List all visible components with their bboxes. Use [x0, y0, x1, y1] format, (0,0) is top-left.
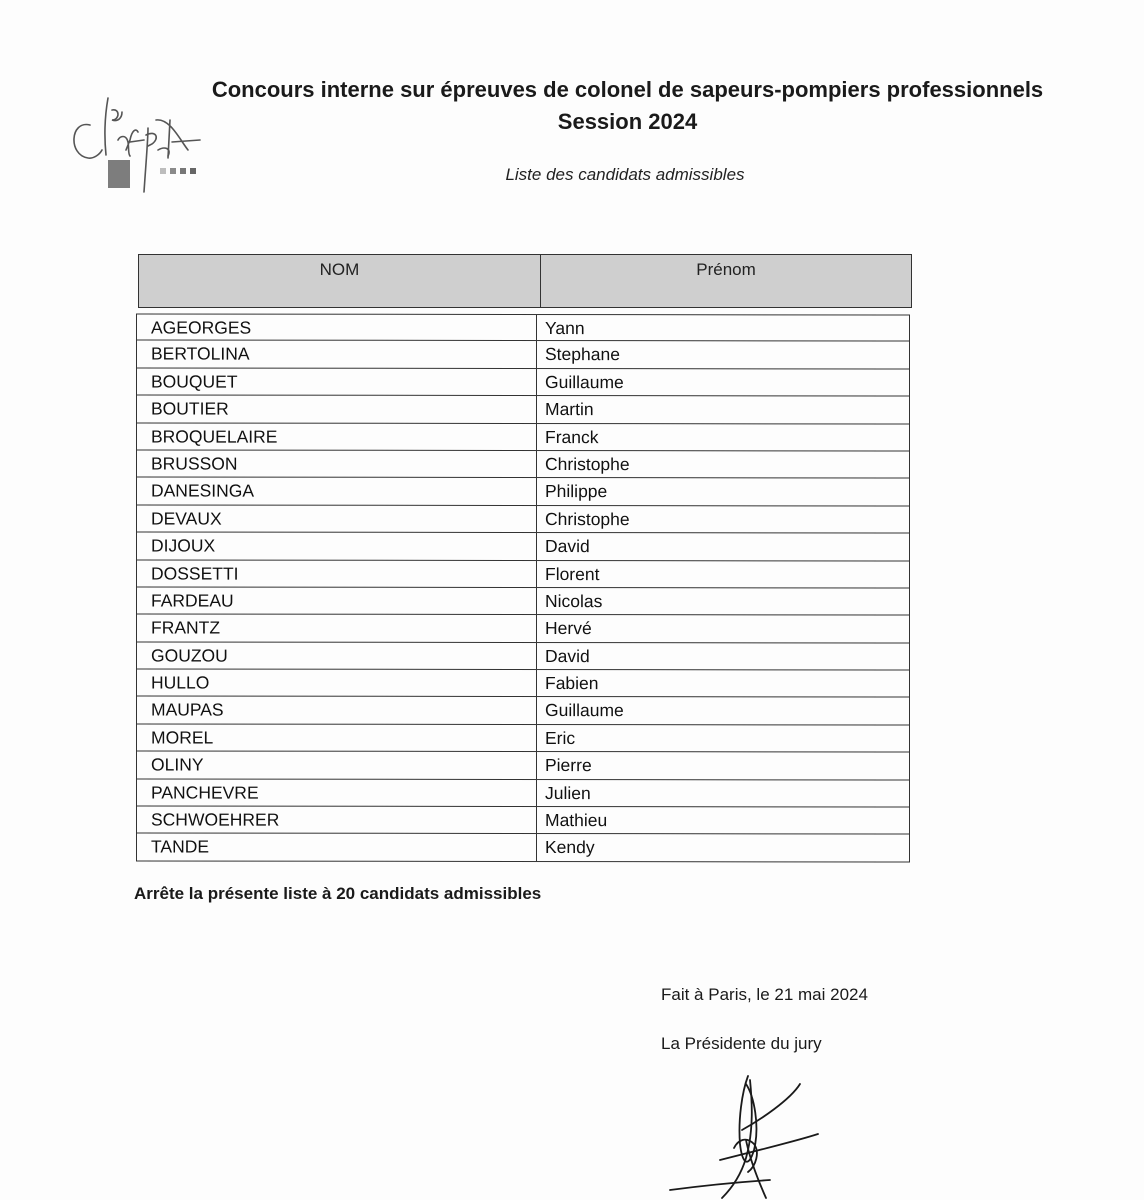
table-row — [136, 341, 910, 369]
cell-prenom: Florent — [545, 563, 600, 584]
table-row — [136, 450, 910, 478]
table-row — [136, 478, 910, 506]
cell-nom: OLINY — [137, 752, 537, 779]
cell-nom: DOSSETTI — [137, 560, 537, 587]
table-row — [136, 834, 910, 862]
column-header-nom: NOM — [139, 255, 541, 307]
table-row — [136, 697, 910, 725]
table-row — [136, 670, 910, 698]
cell-nom: GOUZOU — [137, 642, 537, 669]
title-line-2: Session 2024 — [557, 109, 698, 134]
cell-nom: BOUQUET — [137, 368, 537, 395]
cell-nom: TANDE — [137, 834, 537, 861]
cell-prenom: Eric — [545, 727, 576, 748]
cell-prenom: Christophe — [545, 508, 630, 529]
table-row — [136, 368, 910, 396]
cell-nom: DIJOUX — [137, 533, 537, 560]
cell-nom: BOUTIER — [137, 396, 537, 423]
cell-prenom: Kendy — [545, 837, 595, 858]
place-date: Fait à Paris, le 21 mai 2024 — [661, 985, 868, 1004]
cell-prenom: Fabien — [545, 673, 599, 694]
table-row — [136, 396, 910, 424]
table-row — [136, 505, 910, 533]
cell-nom: HULLO — [137, 670, 537, 697]
cell-prenom: Guillaume — [545, 371, 624, 392]
cell-nom: PANCHEVRE — [137, 779, 537, 806]
table-row — [136, 642, 910, 670]
table-row — [136, 615, 910, 643]
cell-prenom: David — [545, 645, 590, 666]
title-line-1: Concours interne sur épreuves de colonel de sapeurs-pompiers professionnels — [211, 77, 1044, 102]
cell-nom: AGEORGES — [137, 314, 537, 340]
cell-prenom: Christophe — [545, 453, 630, 475]
cell-prenom: Philippe — [545, 481, 608, 502]
cell-nom: BRUSSON — [137, 450, 537, 477]
cell-prenom: Julien — [545, 782, 591, 803]
cell-nom: DEVAUX — [137, 505, 537, 532]
table-row — [136, 724, 910, 752]
cell-prenom: David — [545, 536, 590, 557]
cell-prenom: Yann — [545, 318, 585, 339]
cell-nom: FRANTZ — [137, 615, 537, 642]
table-row — [136, 806, 910, 834]
table-row — [136, 533, 910, 561]
table-row — [136, 560, 910, 588]
cell-nom: SCHWOEHRER — [137, 806, 537, 833]
cell-nom: MOREL — [137, 724, 537, 751]
cell-nom: DANESINGA — [137, 478, 537, 505]
cell-nom: FARDEAU — [137, 587, 537, 614]
table-row — [136, 587, 910, 615]
cell-prenom: Franck — [545, 426, 599, 447]
document-subtitle: Liste des candidats admissibles — [505, 165, 745, 184]
document-title — [170, 74, 1085, 138]
candidates-table — [136, 313, 910, 862]
signature-image — [650, 1040, 850, 1200]
column-header-prenom: Prénom — [696, 260, 756, 279]
cell-prenom: Stephane — [545, 344, 620, 365]
cell-prenom: Nicolas — [545, 590, 603, 612]
table-row — [136, 423, 910, 451]
cell-nom: MAUPAS — [137, 697, 537, 724]
cell-prenom: Mathieu — [545, 810, 608, 831]
cell-prenom: Hervé — [545, 618, 592, 639]
table-row — [136, 752, 910, 780]
cell-nom: BROQUELAIRE — [137, 423, 537, 450]
cell-nom: BERTOLINA — [137, 341, 537, 368]
cell-prenom: Guillaume — [545, 700, 624, 721]
closing-statement: Arrête la présente liste à 20 candidats admissibles — [134, 884, 542, 903]
table-row — [136, 779, 910, 807]
cell-prenom: Pierre — [545, 755, 592, 776]
cell-prenom: Martin — [545, 399, 594, 420]
table-header — [138, 254, 912, 308]
signatory-title: La Présidente du jury — [661, 1034, 822, 1053]
table-row — [136, 313, 910, 341]
